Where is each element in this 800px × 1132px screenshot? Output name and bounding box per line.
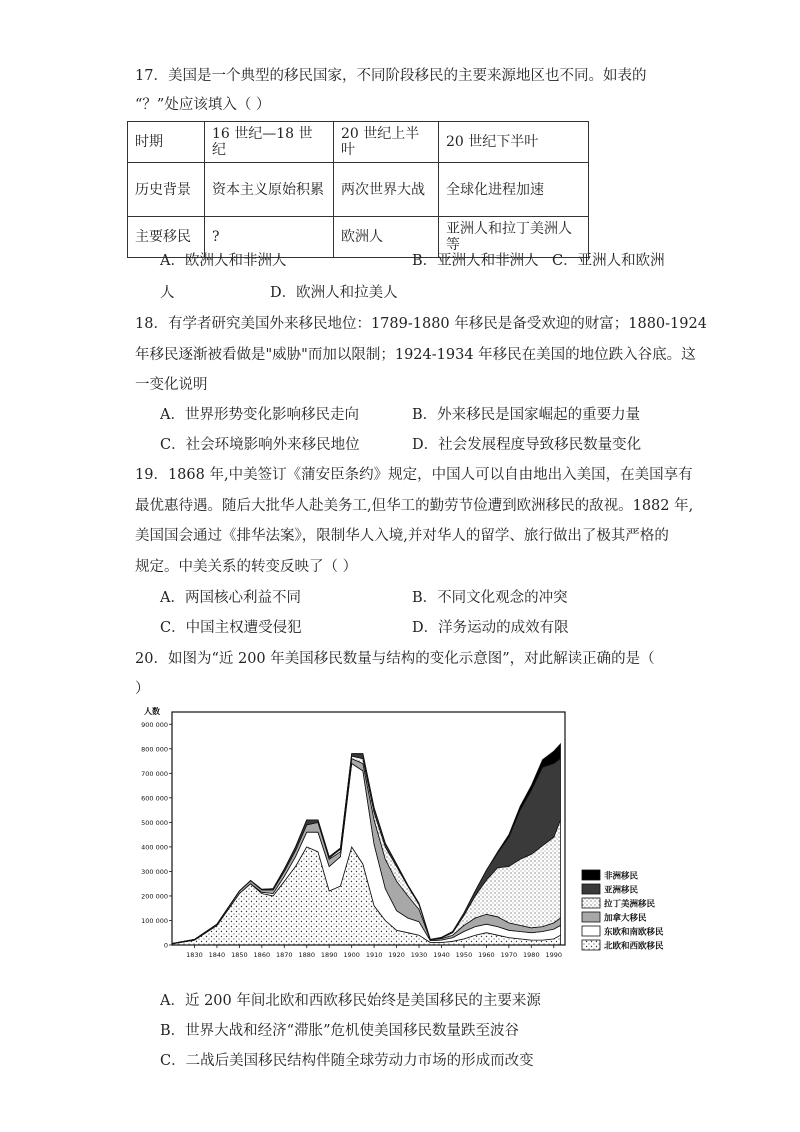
x-tick-label: 1970 <box>500 951 518 959</box>
table-cell: 20 世纪下半叶 <box>439 122 589 163</box>
y-tick-label: 300 000 <box>141 867 168 876</box>
q18-option-a[interactable]: A．世界形势变化影响移民走向 <box>160 407 359 423</box>
legend-label: 非洲移民 <box>604 871 639 882</box>
legend-swatch <box>582 884 600 894</box>
table-cell: 20 世纪上半叶 <box>334 122 439 163</box>
q17-option-a[interactable]: A．欧洲人和非洲人 <box>160 253 287 269</box>
table-cell: 主要移民 <box>128 217 205 258</box>
y-tick-label: 200 000 <box>141 892 168 901</box>
q20-option-c[interactable]: C．二战后美国移民结构伴随全球劳动力市场的形成而改变 <box>160 1053 534 1069</box>
y-tick-label: 400 000 <box>141 843 168 852</box>
y-tick-label: 0 <box>163 941 168 950</box>
q19-option-c[interactable]: C．中国主权遭受侵犯 <box>160 620 302 636</box>
x-tick-label: 1950 <box>455 951 473 959</box>
q19-stem-line1: 19．1868 年,中美签订《蒲安臣条约》规定，中国人可以自由地出入美国，在美国享有 <box>135 467 693 483</box>
immigration-area-chart <box>130 700 695 965</box>
table-cell: 两次世界大战 <box>334 163 439 217</box>
table-cell: 全球化进程加速 <box>439 163 589 217</box>
legend-swatch <box>582 940 600 950</box>
plot-area <box>141 706 565 959</box>
table-cell: 时期 <box>128 122 205 163</box>
x-tick-label: 1850 <box>231 951 248 959</box>
x-tick-label: 1990 <box>545 951 563 959</box>
y-tick-label: 900 000 <box>141 720 168 729</box>
x-tick-label: 1890 <box>320 951 338 959</box>
q18-stem-line3: 一变化说明 <box>135 377 208 393</box>
q17-stem-line1: 17．美国是一个典型的移民国家，不同阶段移民的主要来源地区也不同。如表的 <box>135 68 647 84</box>
table-cell: 16 世纪—18 世纪 <box>205 122 334 163</box>
legend-swatch <box>582 870 600 880</box>
x-tick-label: 1840 <box>208 951 226 959</box>
table-cell: 亚洲人和拉丁美洲人等 <box>439 217 589 258</box>
legend-label: 亚洲移民 <box>604 885 639 896</box>
legend-swatch <box>582 912 600 922</box>
legend-swatch <box>582 898 600 908</box>
q17-option-c-cont: 人 <box>160 285 175 301</box>
y-tick-label: 800 000 <box>141 745 168 754</box>
table-row <box>128 163 589 217</box>
q19-stem-line3: 美国国会通过《排华法案》，限制华人入境,并对华人的留学、旅行做出了极其严格的 <box>135 528 669 544</box>
legend-label: 北欧和西欧移民 <box>604 941 664 952</box>
q18-stem-line1: 18．有学者研究美国外来移民地位：1789-1880 年移民是备受欢迎的财富；1880-1924 <box>135 316 707 332</box>
legend-label: 东欧和南欧移民 <box>604 927 664 938</box>
y-tick-label: 100 000 <box>141 916 168 925</box>
q17-option-b[interactable]: B．亚洲人和非洲人 <box>412 253 539 269</box>
q17-stem-line2: “？”处应该填入（ ） <box>135 97 271 113</box>
x-tick-label: 1870 <box>276 951 293 959</box>
q17-table <box>127 121 589 258</box>
q19-stem-line4: 规定。中美关系的转变反映了（ ） <box>135 559 358 575</box>
table-cell: 欧洲人 <box>334 217 439 258</box>
x-tick-label: 1940 <box>433 951 450 959</box>
y-axis-label: 人数 <box>144 707 160 716</box>
table-cell: 资本主义原始积累 <box>205 163 334 217</box>
y-tick-label: 500 000 <box>141 818 168 827</box>
q17-option-c[interactable]: C．亚洲人和欧洲 <box>552 253 665 269</box>
q20-option-b[interactable]: B．世界大战和经济“滞胀”危机使美国移民数量跌至波谷 <box>160 1023 519 1039</box>
x-tick-label: 1960 <box>478 951 495 959</box>
y-tick-label: 600 000 <box>141 794 168 803</box>
table-cell: ? <box>205 217 334 258</box>
x-tick-label: 1930 <box>410 951 428 959</box>
q20-stem-line2: ） <box>135 681 150 697</box>
table-row <box>128 122 589 163</box>
q18-option-b[interactable]: B．外来移民是国家崛起的重要力量 <box>412 407 641 423</box>
q17-option-d[interactable]: D．欧洲人和拉美人 <box>270 285 398 301</box>
legend-label: 加拿大移民 <box>604 913 647 924</box>
q18-stem-line2: 年移民逐渐被看做是"威胁"而加以限制；1924-1934 年移民在美国的地位跌入谷底。这 <box>135 347 696 363</box>
q20-stem-line1: 20．如图为“近 200 年美国移民数量与结构的变化示意图”，对此解读正确的是（ <box>135 651 655 667</box>
x-tick-label: 1900 <box>343 951 360 959</box>
q19-option-a[interactable]: A．两国核心利益不同 <box>160 590 301 606</box>
x-tick-label: 1830 <box>186 951 203 959</box>
q18-option-c[interactable]: C．社会环境影响外来移民地位 <box>160 437 360 453</box>
q20-option-a[interactable]: A．近 200 年间北欧和西欧移民始终是美国移民的主要来源 <box>160 993 541 1009</box>
legend-label: 拉丁美洲移民 <box>604 899 656 910</box>
legend-swatch <box>582 926 600 936</box>
x-tick-label: 1920 <box>388 951 405 959</box>
q18-option-d[interactable]: D．社会发展程度导致移民数量变化 <box>412 437 642 453</box>
q19-stem-line2: 最优惠待遇。随后大批华人赴美务工,但华工的勤劳节俭遭到欧洲移民的敌视。1882 年, <box>135 498 694 514</box>
q19-option-d[interactable]: D．洋务运动的成效有限 <box>412 620 569 636</box>
table-cell: 历史背景 <box>128 163 205 217</box>
x-tick-label: 1880 <box>298 951 316 959</box>
y-tick-label: 700 000 <box>141 769 168 778</box>
chart-legend <box>582 870 664 952</box>
x-tick-label: 1860 <box>253 951 271 959</box>
x-tick-label: 1910 <box>365 951 383 959</box>
q19-option-b[interactable]: B．不同文化观念的冲突 <box>412 590 568 606</box>
x-tick-label: 1980 <box>523 951 540 959</box>
